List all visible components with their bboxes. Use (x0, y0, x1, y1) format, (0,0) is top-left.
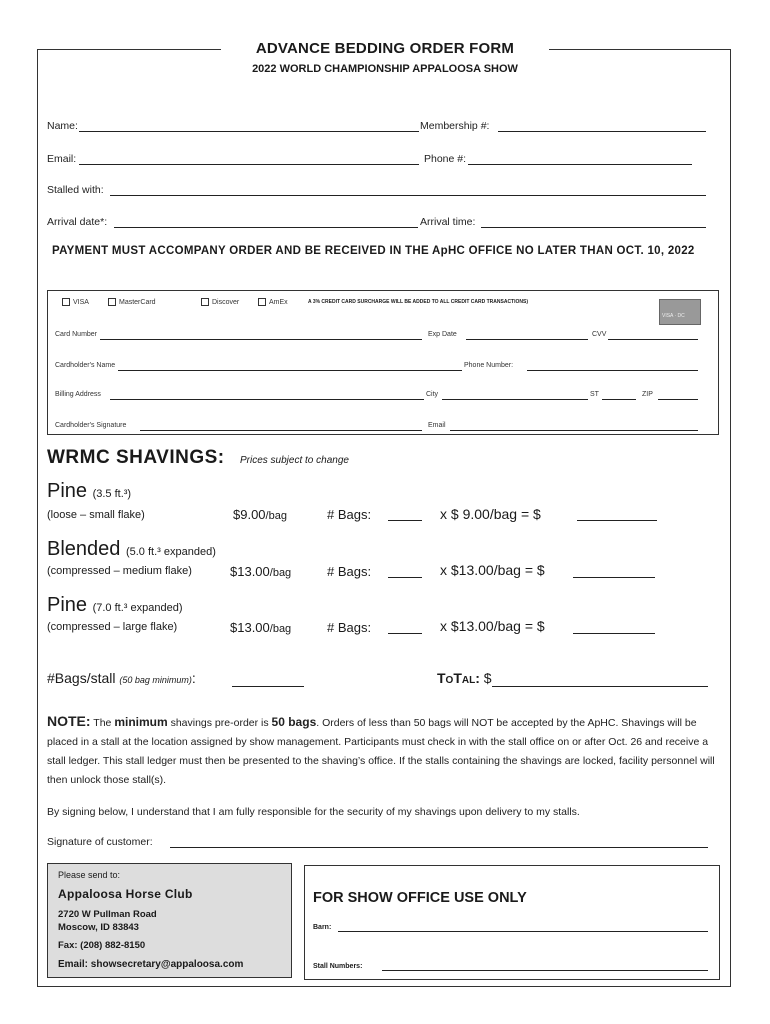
phone-label: Phone #: (424, 153, 467, 165)
calc-label: x $13.00/bag = $ (440, 618, 545, 634)
total-label: ToTal: (437, 670, 480, 686)
send-email: Email: showsecretary@appaloosa.com (58, 959, 244, 970)
form-subtitle: 2022 WORLD CHAMPIONSHIP APPALOOSA SHOW (252, 63, 518, 75)
cvv-field[interactable] (608, 339, 698, 340)
price-value: $9.00 (233, 507, 266, 522)
total-currency: $ (483, 670, 492, 686)
cc-visa-option[interactable] (62, 298, 89, 306)
zip-field[interactable] (658, 399, 698, 400)
card-number-label: Card Number (55, 331, 98, 338)
arrival-date-label: Arrival date*: (47, 216, 108, 228)
cc-visa-label: VISA (73, 298, 89, 306)
product-title: Pine (47, 480, 88, 502)
barn-label: Barn: (313, 924, 332, 931)
price-value: $13.00 (230, 620, 270, 635)
bags-label: # Bags: (327, 564, 372, 579)
cc-discover-option[interactable] (201, 298, 239, 306)
cc-amex-option[interactable] (258, 298, 288, 306)
product-size: (5.0 ft.³ expanded) (125, 546, 216, 558)
product-desc: (loose – small flake) (47, 509, 145, 521)
office-use-box (304, 865, 720, 980)
bags-per-stall-field[interactable] (232, 686, 304, 687)
bags-per-stall-label: #Bags/stall (47, 670, 116, 686)
calc-label: x $ 9.00/bag = $ (440, 506, 541, 522)
note-text-c: . Orders of less than 50 bags will NOT be accepted by the ApHC. Shavings will be placed in a stall at the location assigned by show management. Participants must check in with the stall office on or after Oct. 26 and receive a stall ledger. This stall ledger must then be presented to the shaving’s office. If the stalls containing the shavings are locked, facility personnel will then unlock those stall(s). (47, 717, 715, 786)
bags-label: # Bags: (327, 620, 372, 635)
product-price (230, 564, 291, 579)
price-value: $13.00 (230, 564, 270, 579)
cc-phone-field[interactable] (527, 370, 698, 371)
state-field[interactable] (602, 399, 636, 400)
city-field[interactable] (442, 399, 588, 400)
note-minimum: minimum (114, 715, 168, 729)
exp-date-label: Exp Date (428, 331, 457, 338)
bags-label: # Bags: (327, 507, 372, 522)
note-text-a: The (90, 717, 115, 729)
address-line-2: Moscow, ID 83843 (58, 922, 139, 933)
cardholder-signature-field[interactable] (140, 430, 422, 431)
cvv-label: CVV (592, 331, 607, 338)
product-size: (3.5 ft.³) (92, 488, 132, 500)
product-name (47, 594, 182, 617)
subtotal-field[interactable] (577, 520, 657, 521)
card-logo-icon (659, 299, 701, 325)
cardholder-name-field[interactable] (118, 370, 462, 371)
surcharge-note: A 3% CREDIT CARD SURCHARGE WILL BE ADDED TO ALL CREDIT CARD TRANSACTIONS) (308, 299, 529, 305)
office-title: FOR SHOW OFFICE USE ONLY (313, 890, 527, 906)
email-label: Email: (47, 153, 77, 165)
cc-amex-label: AmEx (269, 298, 288, 306)
send-to-label: Please send to: (58, 870, 121, 880)
card-number-field[interactable] (100, 339, 422, 340)
price-unit: /bag (269, 623, 292, 635)
cc-phone-label: Phone Number: (464, 362, 514, 369)
note-bags: 50 bags (271, 715, 317, 729)
fax: Fax: (208) 882-8150 (58, 940, 146, 951)
stall-numbers-field[interactable] (382, 970, 708, 971)
phone-field[interactable] (468, 164, 692, 165)
address-line-1: 2720 W Pullman Road (58, 909, 157, 920)
billing-address-label: Billing Address (55, 391, 101, 398)
note-text-b: shavings pre-order is (167, 717, 272, 729)
min-note: (50 bag minimum) (119, 675, 192, 685)
checkbox-icon[interactable] (108, 298, 116, 306)
email-field[interactable] (79, 164, 419, 165)
membership-field[interactable] (498, 131, 706, 132)
arrival-time-label: Arrival time: (420, 216, 476, 228)
note-label: NOTE: (47, 713, 91, 729)
cc-email-label: Email (428, 422, 446, 429)
billing-address-field[interactable] (110, 399, 424, 400)
name-field[interactable] (79, 131, 419, 132)
card-logo-label: VISA · DC (662, 313, 685, 319)
product-desc: (compressed – medium flake) (47, 565, 192, 577)
name-label: Name: (47, 120, 78, 132)
city-label: City (426, 391, 439, 398)
product-price (233, 507, 287, 522)
stalled-with-label: Stalled with: (47, 184, 104, 196)
signature-field[interactable] (170, 847, 708, 848)
cc-mastercard-option[interactable] (108, 298, 156, 306)
product-price (230, 620, 291, 635)
agreement-text: By signing below, I understand that I am fully responsible for the security of my shavings upon delivery to my stalls. (47, 806, 580, 818)
bags-field[interactable] (388, 520, 422, 521)
prices-note: Prices subject to change (240, 455, 349, 466)
subtotal-field[interactable] (573, 577, 655, 578)
membership-label: Membership #: (420, 120, 490, 132)
product-name (47, 480, 131, 503)
calc-label: x $13.00/bag = $ (440, 562, 545, 578)
cc-email-field[interactable] (450, 430, 698, 431)
cardholder-signature-label: Cardholder's Signature (55, 422, 127, 429)
cc-mastercard-label: MasterCard (119, 298, 156, 306)
arrival-date-field[interactable] (114, 227, 418, 228)
checkbox-icon[interactable] (201, 298, 209, 306)
bags-field[interactable] (388, 577, 422, 578)
product-desc: (compressed – large flake) (47, 621, 178, 633)
total-field[interactable] (492, 686, 708, 687)
checkbox-icon[interactable] (62, 298, 70, 306)
state-label: ST (590, 391, 599, 398)
product-size: (7.0 ft.³ expanded) (92, 602, 183, 614)
exp-date-field[interactable] (466, 339, 588, 340)
shavings-heading: WRMC SHAVINGS: (47, 447, 225, 468)
credit-card-section (47, 290, 719, 435)
checkbox-icon[interactable] (258, 298, 266, 306)
org-name: Appaloosa Horse Club (58, 887, 193, 901)
product-title: Blended (47, 538, 121, 560)
signature-label: Signature of customer: (47, 836, 153, 848)
stall-numbers-label: Stall Numbers: (313, 963, 363, 970)
subtotal-field[interactable] (573, 633, 655, 634)
barn-field[interactable] (338, 931, 708, 932)
zip-label: ZIP (642, 391, 653, 398)
bags-per-stall: #Bags/stall (50 bag minimum): (47, 670, 196, 686)
product-name (47, 538, 216, 561)
arrival-time-field[interactable] (481, 227, 706, 228)
cardholder-name-label: Cardholder's Name (55, 362, 116, 369)
total (437, 670, 492, 686)
price-unit: /bag (265, 510, 287, 522)
payment-notice: PAYMENT MUST ACCOMPANY ORDER AND BE RECEIVED IN THE ApHC OFFICE NO LATER THAN OCT. 10, 2022 (52, 245, 695, 257)
note-paragraph (47, 712, 717, 790)
price-unit: /bag (269, 567, 292, 579)
cc-discover-label: Discover (212, 298, 240, 306)
stalled-with-field[interactable] (110, 195, 706, 196)
bags-field[interactable] (388, 633, 422, 634)
product-title: Pine (47, 594, 88, 616)
form-title: ADVANCE BEDDING ORDER FORM (255, 40, 515, 57)
